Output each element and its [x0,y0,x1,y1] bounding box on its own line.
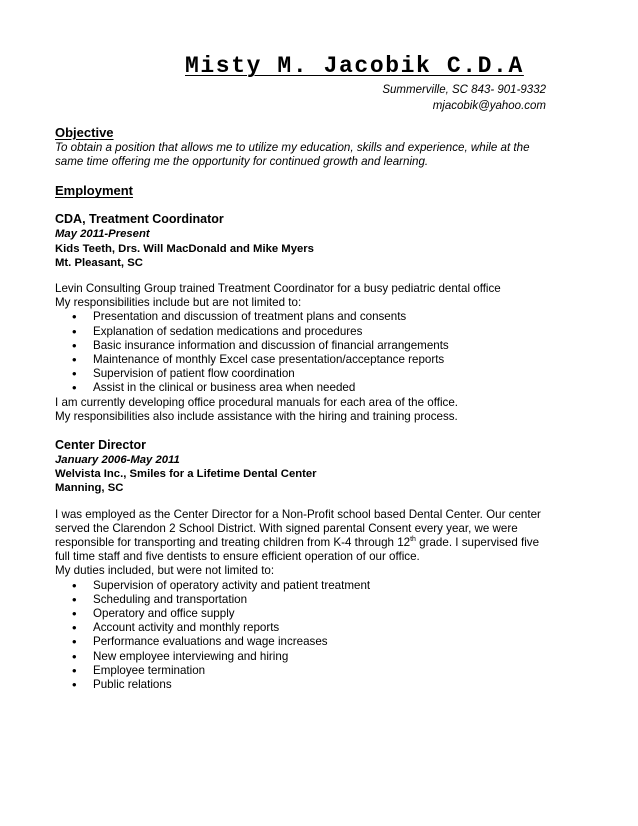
job-outro: I am currently developing office procedural manuals for each area of the office. [55,395,459,409]
list-item: • Scheduling and transportation [72,593,545,607]
job-entry [55,212,545,424]
list-item: • Explanation of sedation medications and procedures [72,325,545,339]
objective-text: To obtain a position that allows me to utilize my education, skills and experience, while at the same time offering me the opportunity for continued growth and learning. [55,141,530,169]
list-item: • Employee termination [72,664,545,678]
address-phone: Summerville, SC 843- 901-9332 [382,84,546,96]
list-item: • Presentation and discussion of treatment plans and consents [72,310,545,324]
job-title: CDA, Treatment Coordinator [55,212,224,227]
job-description-part: grade. I supervised five full time staff and five dentists to ensure efficient operation of our office. [55,536,540,564]
job-description [55,508,545,565]
responsibility-list [55,310,545,395]
ordinal-suffix: th [410,536,416,544]
job-location: Mt. Pleasant, SC [55,256,143,269]
list-item: • Maintenance of monthly Excel case presentation/acceptance reports [72,353,545,367]
list-item: • Public relations [72,678,545,692]
contact-block [382,82,546,114]
job-intro: Levin Consulting Group trained Treatment Coordinator for a busy pediatric dental office [55,282,501,296]
job-employer: Kids Teeth, Drs. Will MacDonald and Mike Myers [55,242,314,255]
job-description-part: I was employed as the Center Director for a Non-Profit school based Dental Center. Our center served the Clarendon 2 School District. With signed parental Consent every year, we were responsible for transporting and treating children from K-4 through 12 [55,507,541,550]
job-responsibilities-intro: My responsibilities include but are not limited to: [55,296,302,310]
list-item: • Account activity and monthly reports [72,621,545,635]
list-item: • Supervision of operatory activity and patient treatment [72,579,545,593]
job-dates: May 2011-Present [55,228,150,241]
duties-list [55,579,545,693]
job-duties-intro: My duties included, but were not limited to: [55,564,275,578]
job-entry [55,438,545,692]
list-item: • Operatory and office supply [72,607,545,621]
job-outro: My responsibilities also include assistance with the hiring and training process. [55,409,458,423]
employment-heading: Employment [55,183,134,199]
list-item: • Supervision of patient flow coordination [72,367,545,381]
resume-body [55,125,545,692]
job-location: Manning, SC [55,482,124,495]
list-item: • Basic insurance information and discussion of financial arrangements [72,339,545,353]
job-employer: Welvista Inc., Smiles for a Lifetime Dental Center [55,468,317,481]
email-address: mjacobik@yahoo.com [432,100,546,112]
list-item: • Performance evaluations and wage increases [72,635,545,649]
job-title: Center Director [55,438,146,453]
job-dates: January 2006-May 2011 [55,454,180,467]
list-item: • Assist in the clinical or business area when needed [72,381,545,395]
candidate-name: Misty M. Jacobik C.D.A [185,53,524,79]
list-item: • New employee interviewing and hiring [72,650,545,664]
objective-heading: Objective [55,125,114,140]
